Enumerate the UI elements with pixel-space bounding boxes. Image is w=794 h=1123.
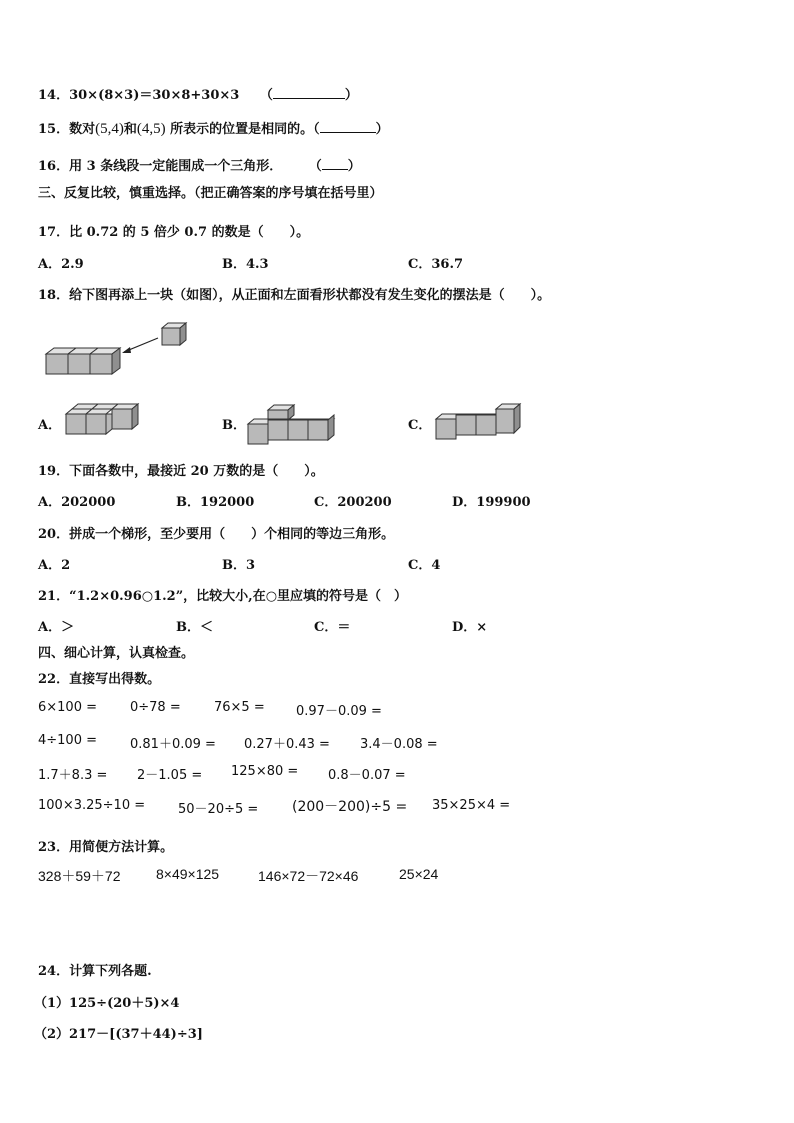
q24-number: 24． [38,964,70,979]
q18-option-a-figure [62,400,152,440]
q17-option-a[interactable]: A．2.9 [38,257,84,272]
q24-item-1: （1）125÷(20＋5)×4 [34,996,180,1011]
q19-option-d[interactable]: D．199900 [452,495,531,510]
question-19 [38,460,324,479]
q15-pair1: (5,4) [95,121,124,137]
simplify-item: 8×49×125 [156,866,220,882]
q15-close: ） [375,122,389,137]
calc-item: 3.4－0.08 = [360,737,438,752]
q18-base-cubes [46,348,120,374]
q19-text: 下面各数中，最接近 20 万数的是（ ）。 [69,464,324,479]
q16-paren-open: （ [308,159,322,174]
q17-text: 比 0.72 的 5 倍少 0.7 的数是（ ）。 [69,225,310,240]
q17-option-c[interactable]: C．36.7 [408,257,464,272]
arrow-icon [122,338,158,353]
calc-item: 0.81＋0.09 = [130,737,216,752]
question-17 [38,221,309,240]
q15-mid: 和 [123,122,137,137]
calc-item: 100×3.25÷10 = [38,798,146,813]
q20-text: 拼成一个梯形，至少要用（ ）个相同的等边三角形。 [69,527,395,542]
section-4-heading: 四、细心计算，认真检查。 [38,646,195,661]
calc-item: 0.27＋0.43 = [244,737,330,752]
question-15 [38,118,389,138]
calc-item: 35×25×4 = [432,798,511,813]
q24-text: 计算下列各题. [69,964,152,979]
q17-number: 17． [38,225,70,240]
question-24 [38,960,152,979]
q20-option-c[interactable]: C．4 [408,558,441,573]
q14-answer-blank[interactable] [273,86,345,99]
q18-option-c[interactable]: C． [408,418,432,433]
section-3-heading: 三、反复比较，慎重选择。（把正确答案的序号填在括号里） [38,186,383,201]
simplify-item: 146×72－72×46 [258,868,359,884]
question-14 [38,84,358,103]
q15-number: 15． [38,122,70,137]
q18-option-a[interactable]: A． [38,418,62,433]
q24-item-2: （2）217－[(37＋44)÷3] [34,1027,203,1042]
q16-answer-blank[interactable] [322,157,348,170]
calc-item: 125×80 = [231,764,299,779]
q16-paren-close: ） [347,159,361,174]
simplify-item: 25×24 [399,866,439,882]
calc-item: 2－1.05 = [137,768,203,783]
q18-figure [40,318,200,380]
q15-answer-blank[interactable] [320,120,376,133]
calc-item: (200－200)÷5 = [292,799,408,815]
q18-added-cube [162,323,186,345]
q18-number: 18． [38,288,70,303]
q19-option-c[interactable]: C．200200 [314,495,392,510]
q21-text: “1.2×0.96○1.2”，比较大小,在○里应填的符号是（ ） [69,589,408,604]
q19-number: 19． [38,464,70,479]
calc-item: 6×100 = [38,700,98,715]
q22-text: 直接写出得数。 [69,672,161,687]
q20-option-b[interactable]: B．3 [222,558,256,573]
question-23 [38,836,173,855]
q16-number: 16． [38,159,70,174]
q14-text: 30×(8×3)＝30×8+30×3 [69,88,240,103]
q21-option-d[interactable]: D．× [452,620,488,635]
q18-text: 给下图再添上一块（如图），从正面和左面看形状都没有发生变化的摆法是（ ）。 [69,288,551,303]
q18-option-c-figure [432,401,527,443]
q14-paren-close: ） [344,88,358,103]
q18-option-b-figure [244,402,339,446]
calc-item: 0.97－0.09 = [296,704,382,719]
question-22 [38,668,160,687]
question-21 [38,585,407,604]
q16-text: 用 3 条线段一定能围成一个三角形． [69,159,283,174]
q21-number: 21． [38,589,70,604]
calc-item: 76×5 = [214,700,265,715]
q21-option-c[interactable]: C．＝ [314,620,351,635]
q19-option-b[interactable]: B．192000 [176,495,255,510]
q15-post: 所表示的位置是相同的。（ [170,122,320,137]
q20-number: 20． [38,527,70,542]
calc-item: 50－20÷5 = [178,802,259,817]
q23-text: 用简便方法计算。 [69,840,174,855]
simplify-item: 328＋59＋72 [38,868,121,884]
q20-option-a[interactable]: A．2 [38,558,71,573]
q22-number: 22． [38,672,70,687]
question-16 [38,155,361,174]
q23-number: 23． [38,840,70,855]
calc-item: 4÷100 = [38,733,98,748]
q14-paren-open: （ [259,88,273,103]
q14-number: 14． [38,88,70,103]
question-18 [38,284,550,303]
q21-option-a[interactable]: A．＞ [38,620,75,635]
q15-pre: 数对 [69,122,96,137]
calc-item: 0÷78 = [130,700,181,715]
question-20 [38,523,394,542]
q18-option-b[interactable]: B． [222,418,246,433]
calc-item: 0.8－0.07 = [328,768,406,783]
calc-item: 1.7＋8.3 = [38,768,108,783]
q17-option-b[interactable]: B．4.3 [222,257,269,272]
q15-pair2: (4,5) [136,121,166,137]
q21-option-b[interactable]: B．＜ [176,620,213,635]
q19-option-a[interactable]: A．202000 [38,495,116,510]
